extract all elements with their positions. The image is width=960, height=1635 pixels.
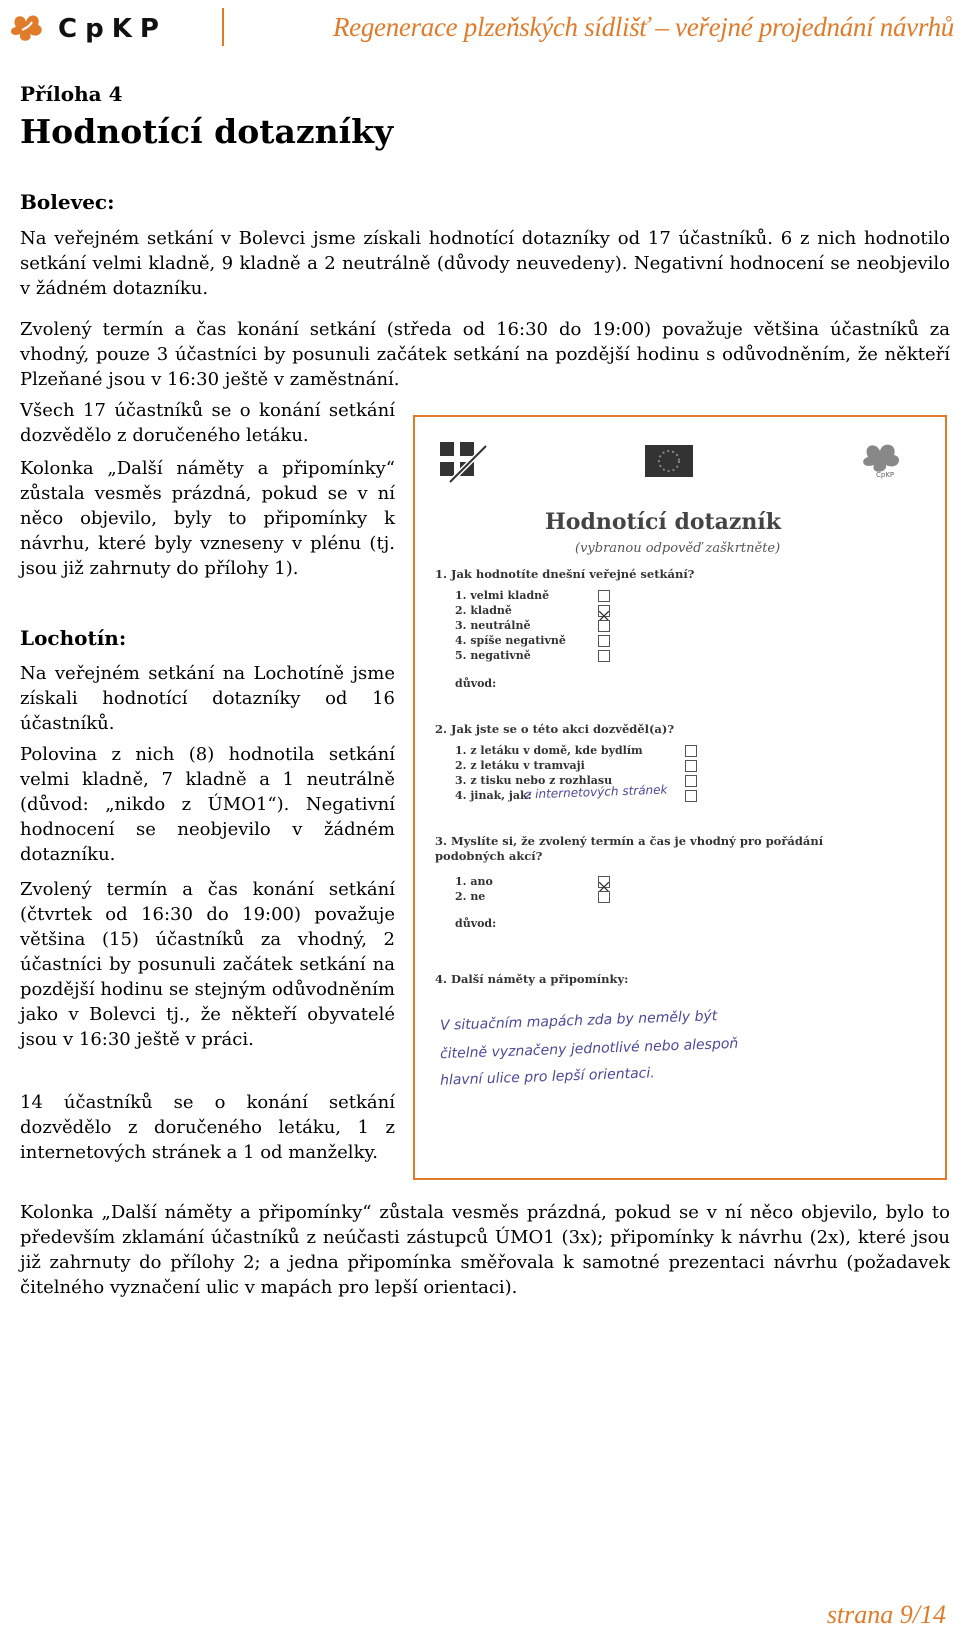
scanned-questionnaire [413, 415, 947, 1180]
form-q3-reason: důvod: [455, 917, 497, 930]
questionnaire-form [415, 417, 947, 1180]
form-q1-option: 4. spíše negativně [455, 634, 566, 647]
form-q3-checkbox-checked [598, 876, 610, 888]
page-number: strana 9/14 [826, 1600, 946, 1629]
bolevec-paragraph-1: Na veřejném setkání v Bolevci jsme získali hodnotící dotazníky od 17 účastníků. 6 z nich hodnotilo setkání velmi kladně, 9 kladně a 2 neutrálně (důvody neuvedeny). Negativní hodnocení se neobjevilo v žádném dotazníku. [20, 228, 950, 299]
page-header [0, 0, 960, 52]
lochotin-paragraph-4: 14 účastníků se o konání setkání dozvědělo z doručeného letáku, 1 z internetových stránek a 1 od manželky. [20, 1092, 395, 1163]
plzen-logo-icon [440, 442, 488, 484]
form-q4-handwritten-line: čitelně vyznačeny jednotlivé nebo alespoň [439, 1035, 739, 1063]
bolevec-paragraph-4: Kolonka „Další náměty a připomínky“ zůstala vesměs prázdná, pokud se v ní něco objevilo, byly to připomínky k návrhu, které byly vzneseny v plénu (tj. jsou již zahrnuty do přílohy 1). [20, 458, 395, 579]
header-title: Regenerace plzeňských sídlišť – veřejné projednání návrhů [332, 12, 954, 42]
bolevec-paragraph-3: Všech 17 účastníků se o konání setkání dozvědělo z doručeného letáku. [20, 400, 395, 446]
lochotin-paragraph-2: Polovina z nich (8) hodnotila setkání velmi kladně, 7 kladně a 1 neutrálně (důvod: „nikdo z ÚMO1“). Negativní hodnocení se neobjevilo v žádném dotazníku. [20, 744, 395, 865]
form-q1-checkbox [598, 650, 610, 662]
form-q1-option: 5. negativně [455, 649, 531, 662]
form-q3-option: 2. ne [455, 890, 486, 903]
header-divider [222, 8, 224, 46]
form-question-1: 1. Jak hodnotíte dnešní veřejné setkání? [435, 567, 695, 581]
form-title: Hodnotící dotazník [545, 509, 782, 535]
form-q4-handwritten-line: hlavní ulice pro lepší orientaci. [439, 1065, 655, 1089]
form-q1-option: 3. neutrálně [455, 619, 531, 632]
appendix-label: Příloha 4 [20, 82, 123, 106]
clover-logo-icon [8, 10, 48, 44]
form-question-4: 4. Další náměty a připomínky: [435, 972, 629, 986]
form-question-2: 2. Jak jste se o této akci dozvěděl(a)? [435, 722, 675, 736]
form-q2-option: 2. z letáku v tramvaji [455, 759, 585, 772]
lochotin-heading: Lochotín: [20, 626, 127, 650]
logo-text: CpKP [58, 14, 167, 44]
form-q2-option: 3. z tisku nebo z rozhlasu [455, 774, 613, 787]
form-q4-handwritten-line: V situačním mapách zda by neměly být [439, 1008, 718, 1034]
bolevec-heading: Bolevec: [20, 190, 115, 214]
form-q1-checkbox [598, 590, 610, 602]
form-q3-option: 1. ano [455, 875, 493, 888]
svg-text:CpKP: CpKP [876, 471, 895, 479]
form-q1-checkbox [598, 620, 610, 632]
page-title: Hodnotící dotazníky [20, 112, 394, 151]
lochotin-paragraph-1: Na veřejném setkání na Lochotíně jsme získali hodnotící dotazníky od 16 účastníků. [20, 663, 395, 734]
form-q2-checkbox [685, 790, 697, 802]
form-q2-checkbox [685, 775, 697, 787]
form-q2-option: 1. z letáku v domě, kde bydlím [455, 744, 643, 757]
form-q1-checkbox-checked [598, 605, 610, 617]
form-q1-reason: důvod: [455, 677, 497, 690]
form-q1-option: 2. kladně [455, 604, 512, 617]
lochotin-paragraph-5: Kolonka „Další náměty a připomínky“ zůstala vesměs prázdná, pokud se v ní něco objevilo, bylo to především zklamání účastníků z neúčasti zástupců ÚMO1 (3x); připomínky k návrhu (2x), které jsou již zahrnuty do přílohy 2; a jedna připomínka směřovala k samotné prezentaci návrhu (požadavek čitelného vyznačení ulic v mapách pro lepší orientaci). [20, 1202, 950, 1298]
bolevec-paragraph-2: Zvolený termín a čas konání setkání (středa od 16:30 do 19:00) považuje většina účastníků za vhodný, pouze 3 účastníci by posunuli začátek setkání na pozdější hodinu s odůvodněním, že někteří Plzeňané jsou v 16:30 ještě v zaměstnání. [20, 319, 950, 390]
cpkp-small-logo-icon [860, 439, 910, 479]
cpkp-logo [8, 10, 228, 44]
form-q2-option: 4. jinak, jak: [455, 789, 532, 802]
form-q3-checkbox [598, 891, 610, 903]
form-q2-checkbox [685, 760, 697, 772]
eu-flag-icon [645, 445, 693, 477]
form-q1-option: 1. velmi kladně [455, 589, 550, 602]
form-q1-checkbox [598, 635, 610, 647]
form-question-3: 3. Myslíte si, že zvolený termín a čas je vhodný pro pořádání podobných akcí? [435, 834, 824, 863]
form-q2-handwritten: z internetových stránek [524, 782, 668, 802]
form-subtitle: (vybranou odpověď zaškrtněte) [575, 541, 781, 556]
form-q2-checkbox [685, 745, 697, 757]
lochotin-paragraph-3: Zvolený termín a čas konání setkání (čtvrtek od 16:30 do 19:00) považuje většina (15) účastníků za vhodný, 2 účastníci by posunuli začátek setkání na pozdější hodinu se stejným odůvodněním jako v Bolevci tj., že někteří obyvatelé jsou v 16:30 ještě v práci. [20, 879, 395, 1050]
